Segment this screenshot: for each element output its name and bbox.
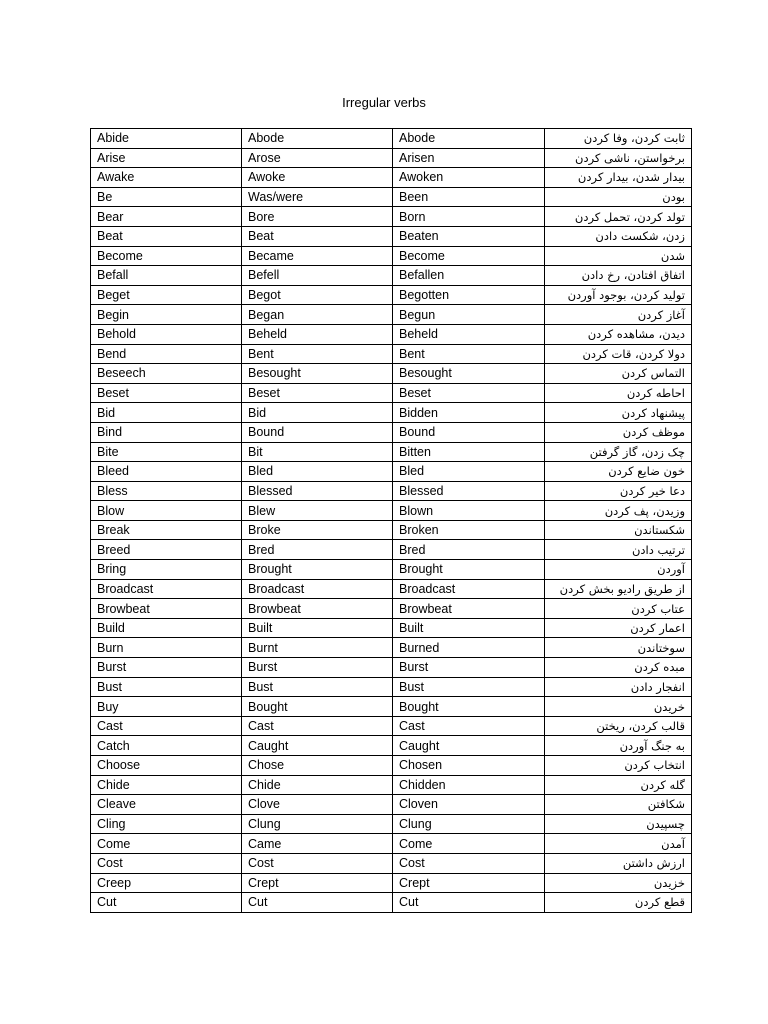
past-participle-cell: Cloven [393,795,545,815]
table-row [91,658,692,678]
past-simple-cell: Beat [242,226,393,246]
table-row [91,618,692,638]
table-row [91,481,692,501]
persian-meaning-cell: مبده کردن [545,658,692,678]
persian-meaning-cell: آوردن [545,560,692,580]
persian-meaning-cell: خون ضایع کردن [545,462,692,482]
base-form-cell: Catch [91,736,242,756]
past-simple-cell: Begot [242,285,393,305]
persian-meaning-cell: انتخاب کردن [545,756,692,776]
past-simple-cell: Began [242,305,393,325]
past-participle-cell: Beset [393,383,545,403]
base-form-cell: Bite [91,442,242,462]
past-participle-cell: Bled [393,462,545,482]
table-row [91,579,692,599]
base-form-cell: Break [91,520,242,540]
table-row [91,266,692,286]
past-simple-cell: Bought [242,697,393,717]
past-participle-cell: Begotten [393,285,545,305]
persian-meaning-cell: برخواستن، ناشی کردن [545,148,692,168]
past-participle-cell: Crept [393,873,545,893]
table-row [91,422,692,442]
base-form-cell: Browbeat [91,599,242,619]
table-row [91,187,692,207]
past-simple-cell: Cost [242,853,393,873]
past-participle-cell: Beaten [393,226,545,246]
persian-meaning-cell: احاطه کردن [545,383,692,403]
past-participle-cell: Bitten [393,442,545,462]
persian-meaning-cell: عتاب کردن [545,599,692,619]
persian-meaning-cell: دعا خیر کردن [545,481,692,501]
table-row [91,462,692,482]
table-row [91,853,692,873]
past-simple-cell: Cut [242,893,393,913]
past-participle-cell: Browbeat [393,599,545,619]
past-simple-cell: Besought [242,364,393,384]
persian-meaning-cell: شدن [545,246,692,266]
table-row [91,834,692,854]
past-participle-cell: Burst [393,658,545,678]
past-participle-cell: Cast [393,716,545,736]
past-simple-cell: Blew [242,501,393,521]
past-participle-cell: Beheld [393,324,545,344]
persian-meaning-cell: زدن، شکست دادن [545,226,692,246]
past-participle-cell: Cost [393,853,545,873]
table-row [91,736,692,756]
persian-meaning-cell: چسپیدن [545,814,692,834]
persian-meaning-cell: قالب کردن، ریختن [545,716,692,736]
persian-meaning-cell: بیدار شدن، بیدار کردن [545,168,692,188]
past-participle-cell: Chidden [393,775,545,795]
persian-meaning-cell: گله کردن [545,775,692,795]
past-participle-cell: Arisen [393,148,545,168]
past-participle-cell: Caught [393,736,545,756]
persian-meaning-cell: پیشنهاد کردن [545,403,692,423]
table-row [91,246,692,266]
base-form-cell: Cost [91,853,242,873]
persian-meaning-cell: چک زدن، گاز گرفتن [545,442,692,462]
past-simple-cell: Blessed [242,481,393,501]
base-form-cell: Build [91,618,242,638]
base-form-cell: Cleave [91,795,242,815]
past-participle-cell: Broken [393,520,545,540]
table-row [91,442,692,462]
past-participle-cell: Bought [393,697,545,717]
past-participle-cell: Bust [393,677,545,697]
table-row [91,148,692,168]
base-form-cell: Bring [91,560,242,580]
past-participle-cell: Besought [393,364,545,384]
past-simple-cell: Built [242,618,393,638]
past-simple-cell: Beheld [242,324,393,344]
past-simple-cell: Bent [242,344,393,364]
base-form-cell: Beseech [91,364,242,384]
table-row [91,383,692,403]
base-form-cell: Begin [91,305,242,325]
base-form-cell: Behold [91,324,242,344]
base-form-cell: Bust [91,677,242,697]
past-participle-cell: Born [393,207,545,227]
persian-meaning-cell: قطع کردن [545,893,692,913]
persian-meaning-cell: بودن [545,187,692,207]
persian-meaning-cell: ارزش داشتن [545,853,692,873]
past-participle-cell: Become [393,246,545,266]
past-simple-cell: Beset [242,383,393,403]
table-row [91,305,692,325]
past-simple-cell: Became [242,246,393,266]
page-title: Irregular verbs [342,95,426,110]
past-simple-cell: Burst [242,658,393,678]
base-form-cell: Bid [91,403,242,423]
past-simple-cell: Abode [242,129,393,149]
past-simple-cell: Bred [242,540,393,560]
past-simple-cell: Bound [242,422,393,442]
base-form-cell: Burn [91,638,242,658]
past-simple-cell: Broadcast [242,579,393,599]
table-row [91,403,692,423]
verbs-table-body [91,129,692,913]
base-form-cell: Become [91,246,242,266]
table-row [91,677,692,697]
base-form-cell: Beat [91,226,242,246]
table-row [91,775,692,795]
table-row [91,226,692,246]
past-participle-cell: Abode [393,129,545,149]
past-simple-cell: Chide [242,775,393,795]
persian-meaning-cell: تولد کردن، تحمل کردن [545,207,692,227]
table-row [91,560,692,580]
past-participle-cell: Been [393,187,545,207]
persian-meaning-cell: ثابت کردن، وفا کردن [545,129,692,149]
past-participle-cell: Chosen [393,756,545,776]
persian-meaning-cell: شکستاندن [545,520,692,540]
table-row [91,599,692,619]
past-participle-cell: Begun [393,305,545,325]
base-form-cell: Chide [91,775,242,795]
past-participle-cell: Brought [393,560,545,580]
past-simple-cell: Arose [242,148,393,168]
past-participle-cell: Blown [393,501,545,521]
past-simple-cell: Bled [242,462,393,482]
base-form-cell: Arise [91,148,242,168]
persian-meaning-cell: شکافتن [545,795,692,815]
table-row [91,364,692,384]
base-form-cell: Broadcast [91,579,242,599]
table-row [91,638,692,658]
base-form-cell: Bleed [91,462,242,482]
table-row [91,129,692,149]
past-participle-cell: Bred [393,540,545,560]
past-participle-cell: Cut [393,893,545,913]
persian-meaning-cell: دولا کردن، قات کردن [545,344,692,364]
table-row [91,207,692,227]
base-form-cell: Buy [91,697,242,717]
base-form-cell: Befall [91,266,242,286]
persian-meaning-cell: اتفاق افتادن، رخ دادن [545,266,692,286]
persian-meaning-cell: موظف کردن [545,422,692,442]
table-row [91,873,692,893]
table-row [91,795,692,815]
persian-meaning-cell: وزیدن، پف کردن [545,501,692,521]
base-form-cell: Abide [91,129,242,149]
base-form-cell: Bear [91,207,242,227]
persian-meaning-cell: آغاز کردن [545,305,692,325]
base-form-cell: Come [91,834,242,854]
past-simple-cell: Was/were [242,187,393,207]
past-simple-cell: Crept [242,873,393,893]
table-row [91,324,692,344]
past-simple-cell: Cast [242,716,393,736]
base-form-cell: Cling [91,814,242,834]
past-participle-cell: Bidden [393,403,545,423]
persian-meaning-cell: از طریق رادیو بخش کردن [545,579,692,599]
persian-meaning-cell: تولید کردن، بوجود آوردن [545,285,692,305]
past-simple-cell: Awoke [242,168,393,188]
persian-meaning-cell: به جنگ آوردن [545,736,692,756]
base-form-cell: Bless [91,481,242,501]
persian-meaning-cell: اعمار کردن [545,618,692,638]
persian-meaning-cell: سوختاندن [545,638,692,658]
past-simple-cell: Bit [242,442,393,462]
persian-meaning-cell: آمدن [545,834,692,854]
past-participle-cell: Blessed [393,481,545,501]
table-row [91,540,692,560]
past-simple-cell: Bore [242,207,393,227]
past-simple-cell: Bid [242,403,393,423]
past-simple-cell: Bust [242,677,393,697]
base-form-cell: Choose [91,756,242,776]
base-form-cell: Beget [91,285,242,305]
base-form-cell: Awake [91,168,242,188]
base-form-cell: Breed [91,540,242,560]
base-form-cell: Cast [91,716,242,736]
base-form-cell: Cut [91,893,242,913]
past-simple-cell: Clove [242,795,393,815]
past-simple-cell: Clung [242,814,393,834]
base-form-cell: Creep [91,873,242,893]
persian-meaning-cell: التماس کردن [545,364,692,384]
past-participle-cell: Clung [393,814,545,834]
past-simple-cell: Browbeat [242,599,393,619]
base-form-cell: Burst [91,658,242,678]
past-participle-cell: Come [393,834,545,854]
table-row [91,344,692,364]
persian-meaning-cell: خریدن [545,697,692,717]
base-form-cell: Blow [91,501,242,521]
table-row [91,697,692,717]
persian-meaning-cell: دیدن، مشاهده کردن [545,324,692,344]
past-simple-cell: Chose [242,756,393,776]
base-form-cell: Bend [91,344,242,364]
past-participle-cell: Broadcast [393,579,545,599]
table-row [91,814,692,834]
past-simple-cell: Brought [242,560,393,580]
past-simple-cell: Burnt [242,638,393,658]
table-row [91,168,692,188]
past-participle-cell: Burned [393,638,545,658]
past-participle-cell: Built [393,618,545,638]
past-simple-cell: Caught [242,736,393,756]
past-participle-cell: Befallen [393,266,545,286]
past-simple-cell: Befell [242,266,393,286]
persian-meaning-cell: انفجار دادن [545,677,692,697]
past-participle-cell: Bent [393,344,545,364]
table-row [91,285,692,305]
table-row [91,520,692,540]
irregular-verbs-table [90,128,692,913]
persian-meaning-cell: خزیدن [545,873,692,893]
table-row [91,756,692,776]
base-form-cell: Beset [91,383,242,403]
past-simple-cell: Broke [242,520,393,540]
past-participle-cell: Awoken [393,168,545,188]
table-row [91,893,692,913]
table-row [91,716,692,736]
past-participle-cell: Bound [393,422,545,442]
past-simple-cell: Came [242,834,393,854]
persian-meaning-cell: ترتیب دادن [545,540,692,560]
table-row [91,501,692,521]
base-form-cell: Bind [91,422,242,442]
base-form-cell: Be [91,187,242,207]
